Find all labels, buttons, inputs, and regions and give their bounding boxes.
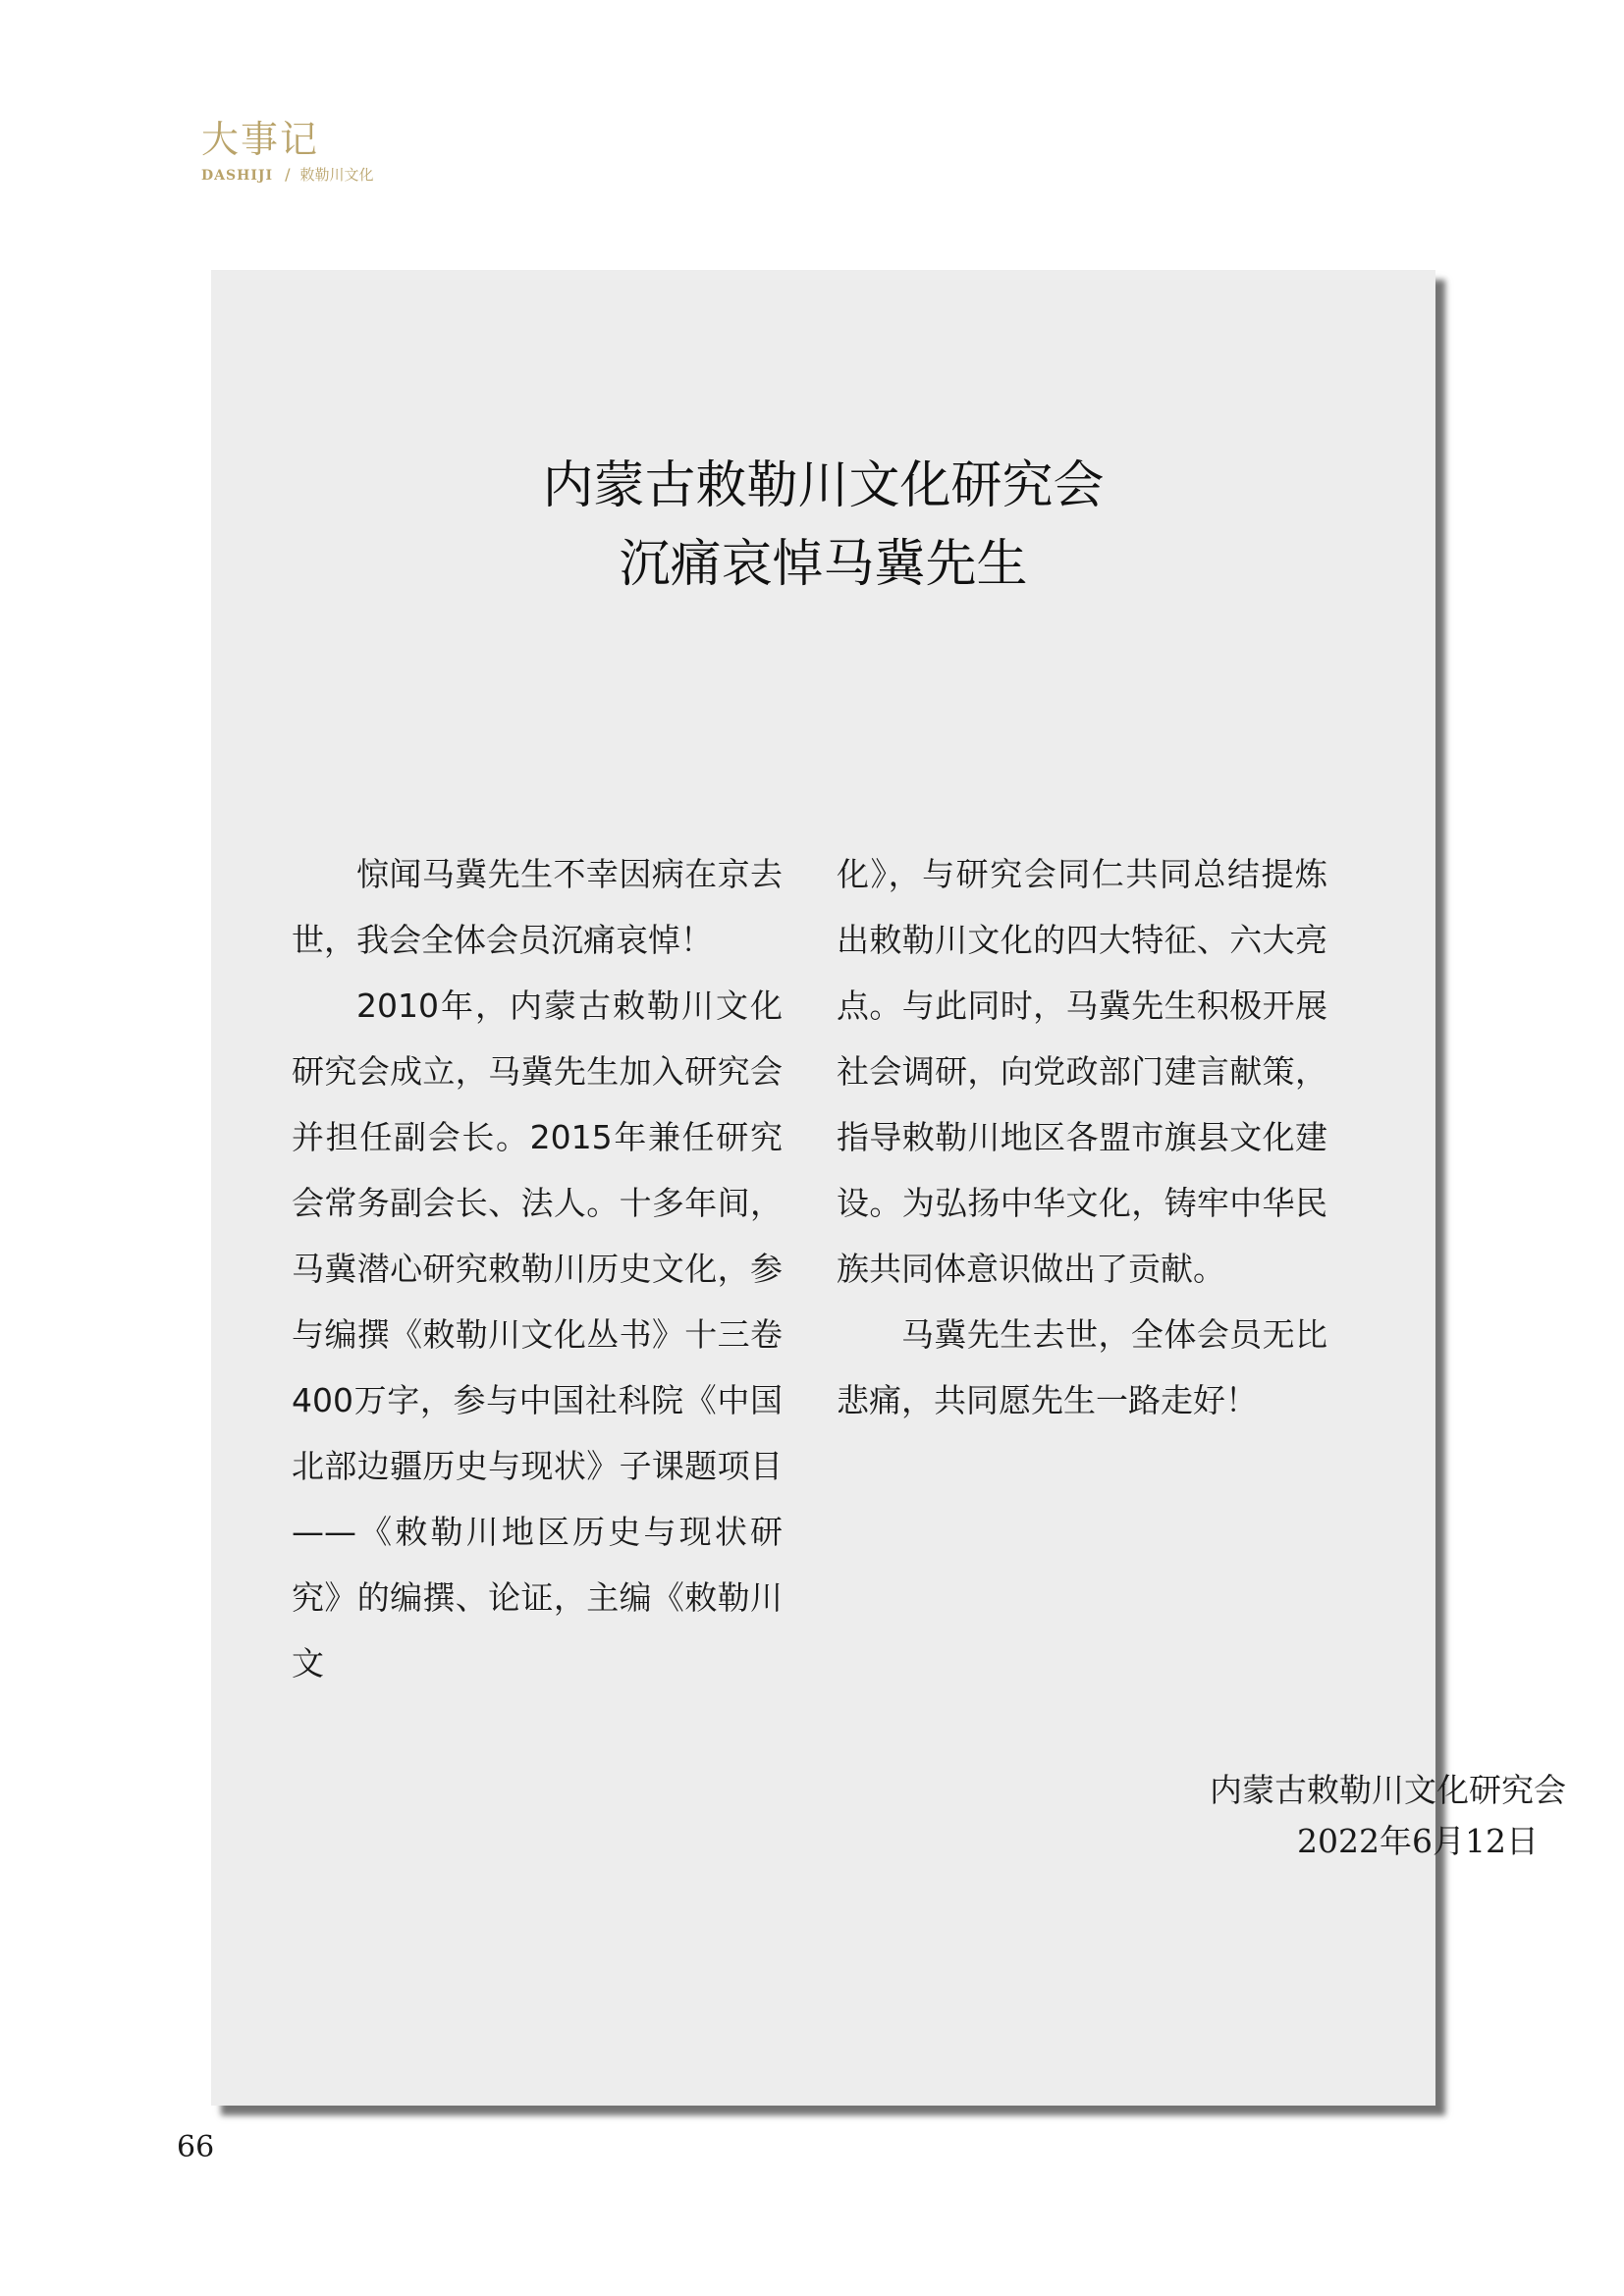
running-header (201, 116, 373, 186)
article-title-line-2: 沉痛哀悼马冀先生 (619, 535, 1028, 594)
paragraph: 马冀先生去世，全体会员无比悲痛，共同愿先生一路走好！ (837, 1315, 1327, 1419)
signature-organization: 内蒙古敕勒川文化研究会 (1210, 1771, 1566, 1809)
article-title (211, 447, 1435, 604)
section-subtitle (201, 165, 373, 186)
section-latin-label: DASHIJI (201, 168, 274, 184)
signature-date: 2022年6月12日 (1297, 1822, 1539, 1860)
section-title: 大事记 (201, 118, 320, 161)
paragraph: 化》，与研究会同仁共同总结提炼出敕勒川文化的四大特征、六大亮点。与此同时，马冀先生积极开展社会调研，向党政部门建言献策，指导敕勒川地区各盟市旗县文化建设。为弘扬中华文化，铸牢中华民族共同体意识做出了贡献。 (837, 855, 1327, 1288)
article-column-left (292, 841, 783, 1696)
page-number: 66 (177, 2130, 215, 2164)
article-column-right (837, 841, 1327, 1433)
article-card (211, 270, 1566, 2106)
paragraph: 2010年，内蒙古敕勒川文化研究会成立，马冀先生加入研究会并担任副会长。2015年兼任研究会常务副会长、法人。十多年间，马冀潜心研究敕勒川历史文化，参与编撰《敕勒川文化丛书》十三卷400万字，参与中国社科院《中国北部边疆历史与现状》子课题项目——《敕勒川地区历史与现状研究》的编撰、论证，主编《敕勒川文 (292, 987, 783, 1682)
publication-name: 敕勒川文化 (299, 166, 374, 184)
article-title-line-1: 内蒙古敕勒川文化研究会 (542, 456, 1105, 515)
signature-block (898, 1765, 1566, 1867)
paragraph: 惊闻马冀先生不幸因病在京去世，我会全体会员沉痛哀悼！ (292, 855, 783, 959)
header-separator: / (285, 165, 291, 184)
